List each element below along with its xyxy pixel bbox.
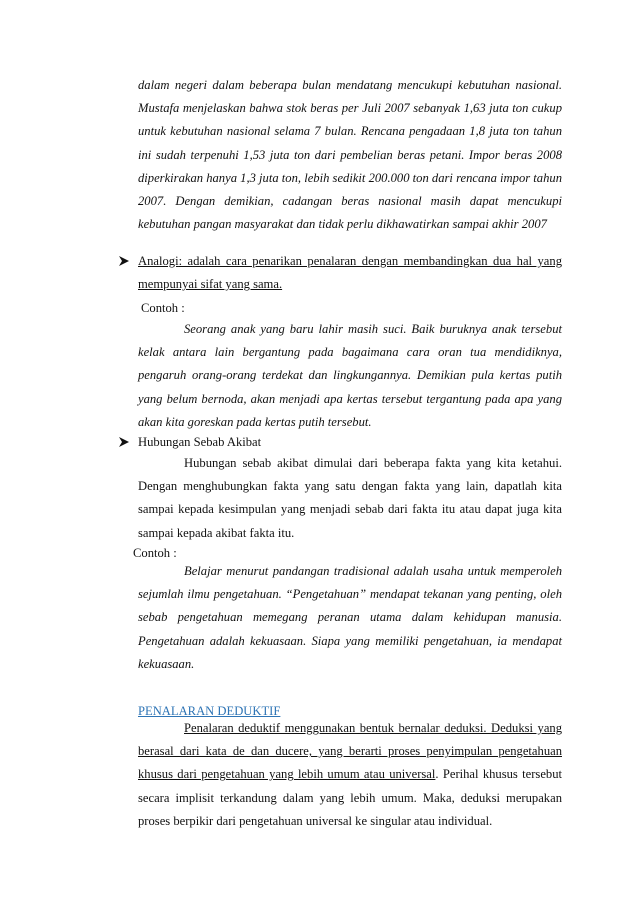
sebab-akibat-term: Hubungan Sebab Akibat (138, 435, 262, 449)
analogi-term: Analogi (138, 254, 179, 268)
sebab-akibat-example: Belajar menurut pandangan tradisional adalah usaha untuk memperoleh sejumlah ilmu pengetahuan. “Pengetahuan” mendapat tekanan yang penting, oleh sebab pengetahuan memegang peranan utama dalam kehidupan manusia. Pengetahuan adalah kekuasaan. Siapa yang memiliki pengetahuan, ia mendapat kekuasaan. (138, 564, 562, 671)
deduktif-underlined-text: Penalaran deduktif menggunakan bentuk bernalar deduksi. Deduksi yang berasal dari kata de dan ducere, yang berarti proses penyimpulan pengetahuan khusus dari pengetahuan yang lebih umum atau universal (138, 721, 562, 782)
analogi-contoh-label: Contoh : (141, 301, 185, 315)
deduktif-heading: PENALARAN DEDUKTIF (138, 704, 281, 718)
sebab-akibat-definition: Hubungan sebab akibat dimulai dari beberapa fakta yang kita ketahui. Dengan menghubungkan fakta yang satu dengan fakta yang lain, dapatlah kita sampai kepada kesimpulan yang menjadi sebab dari fakta itu atau dapat juga kita sampai kepada akibat fakta itu. (138, 456, 562, 540)
top-paragraph: dalam negeri dalam beberapa bulan mendatang mencukupi kebutuhan nasional. Mustafa menjelaskan bahwa stok beras per Juli 2007 sebanyak 1,63 juta ton cukup untuk kebutuhan nasional selama 7 bulan. Rencana pengadaan 1,8 juta ton tahun ini sudah terpenuhi 1,53 juta ton dari pembelian beras petani. Impor beras 2008 diperkirakan hanya 1,3 juta ton, lebih sedikit 200.000 ton dari rencana impor tahun 2007. Dengan demikian, cadangan beras nasional masih dapat mencukupi kebutuhan pangan masyarakat dan tidak perlu dikhawatirkan sampai akhir 2007 (138, 78, 562, 232)
analogi-definition: : adalah cara penarikan penalaran dengan membandingkan dua hal yang mempunyai sifat yang sama. (138, 254, 562, 292)
deduktif-paragraph (138, 717, 562, 833)
arrow-bullet-icon (118, 436, 130, 452)
arrow-bullet-icon (118, 255, 130, 271)
sebab-akibat-contoh-label: Contoh : (133, 546, 177, 560)
deduktif-rest-text: . Perihal khusus tersebut secara implisit terkandung dalam yang lebih umum. Maka, deduksi merupakan proses berpikir dari pengetahuan universal ke singular atau individual. (138, 767, 563, 828)
analogi-example: Seorang anak yang baru lahir masih suci. Baik buruknya anak tersebut kelak antara lain bergantung pada bagaimana cara oran tua mendidiknya, pengaruh orang-orang terdekat dan lingkungannya. Demikian pula kertas putih yang belum bernoda, akan menjadi apa kertas tersebut tergantung pada apa yang akan kita goreskan pada kertas putih tersebut. (138, 322, 562, 429)
analogi-paragraph (138, 250, 562, 296)
